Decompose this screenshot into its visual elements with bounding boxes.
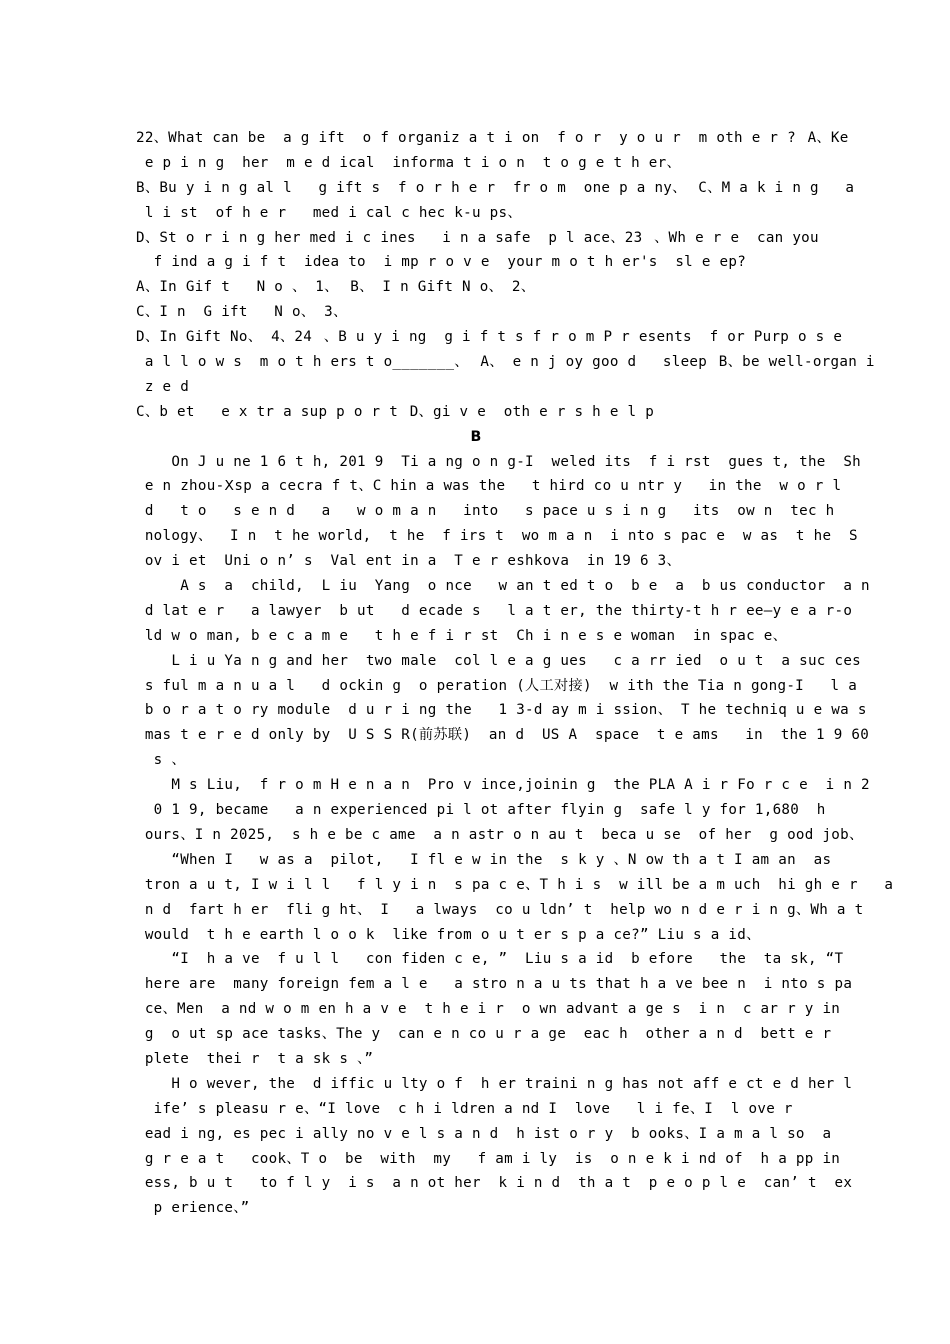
- question-line: C、b et e x tr a sup p o r t D、gi v e oth e r s h e l p: [136, 403, 655, 420]
- passage-line: e n zhou-Ⅹsp a cecra f t、C hin a was the t hird co u ntr y in the w o r l: [136, 478, 842, 495]
- passage-line: would t h e earth l o o k like from o u t er s p a ce?” Liu s a id、: [136, 926, 761, 943]
- question-line: e p i n g her m e d ical informa t i o n t o g e t h er、: [136, 154, 681, 171]
- passage-line: n d fart h er fli g ht、 I a lways co u ldn’ t help wo n d e r i n g、Wh a t: [136, 901, 864, 918]
- question-line: B、Bu y i n g al l g ift s f o r h e r fr o m one p a ny、 C、M a k i n g a: [136, 179, 855, 196]
- question-line: D、St o r i n g her med i c ines i n a safe p l ace、23 、Wh e r e can you: [136, 229, 819, 246]
- question-line: l i st of h e r med i cal c hec k-u ps、: [136, 204, 522, 221]
- passage-b: [136, 450, 894, 1222]
- passage-line: g r e a t cook、T o be with my f am i ly is o n e k i nd of h a pp in: [136, 1150, 841, 1167]
- passage-line: p erience、”: [136, 1200, 250, 1217]
- question-line: a l l o w s m o t h ers t o_______、 A、 e n j oy goo d sleep B、be well-organ i: [136, 354, 875, 371]
- document-content: [136, 126, 894, 1221]
- passage-line: ov i et Uni o n’ s Val ent in a T e r eshkova in 19 6 3、: [136, 553, 681, 570]
- question-line: 22、What can be a g ift o f organiz a t i on f o r y o u r m oth e r ? A、Ke: [136, 130, 849, 146]
- question-line: D、In Gift No、 4、24 、B u y i ng g i f t s f r o m P r esents f or Purp o s e: [136, 329, 843, 346]
- section-title-b: B: [470, 428, 482, 445]
- question-line: f ind a g i f t idea to i mp r o v e your m o t h er's sl e ep?: [136, 254, 747, 271]
- question-line: A、In Gif t N o 、 1、 B、 I n Gift N o、 2、: [136, 279, 536, 296]
- passage-line: On J u ne 1 6 t h, 201 9 Ti a ng o n g-I weled its f i rst gues t, the Sh: [136, 453, 862, 470]
- passage-line: s ful m a n u a l d ockin g o peration (人工对接) w ith the Tia n gong-I l a: [136, 677, 858, 694]
- passage-line: L i u Ya n g and her two male col l e a g ues c a rr ied o u t a suc ces: [136, 652, 862, 669]
- passage-line: d lat e r a lawyer b ut d ecade s l a t er, the thirty-t h r ee—y e a r-o: [136, 602, 853, 619]
- passage-line: mas t e r e d only by U S S R(前苏联) an d US A space t e ams in the 1 9 60: [136, 727, 870, 744]
- passage-line: A s a child, L iu Yang o nce w an t ed t o b e a b us conductor a n: [136, 578, 870, 595]
- question-line: C、I n G ift N o、 3、: [136, 304, 348, 321]
- passage-line: ce、Men a nd w o m en h a v e t h e i r o wn advant a ge s i n c ar r y in: [136, 1001, 841, 1018]
- passage-line: ld w o man, b e c a m e t h e f i r st Ch i n e s e woman in spac e、: [136, 627, 788, 644]
- passage-line: ead i ng, es pec i ally no v e l s a n d h ist o r y b ooks、I a m a l so a: [136, 1125, 832, 1142]
- passage-line: plete thei r t a sk s 、”: [136, 1050, 374, 1067]
- passage-line: ife’ s pleasu r e、“I love c h i ldren a nd I love l i fe、I l ove r: [136, 1100, 793, 1117]
- passage-line: s 、: [136, 752, 186, 769]
- passage-line: b o r a t o ry module d u r i ng the 1 3-d ay m i ssion、 T he techniq u e wa s: [136, 702, 867, 719]
- passage-line: nology、 I n t he world, t he f irs t wo m a n i nto s pac e w as t he S: [136, 528, 858, 545]
- passage-line: ours、I n 2025, s h e be c ame a n astr o n au t beca u se of her g ood job、: [136, 826, 864, 843]
- passage-line: ess, b u t to f l y i s a n ot her k i n d th a t p e o p l e can’ t ex: [136, 1175, 853, 1192]
- passage-line: g o ut sp ace tasks、The y can e n co u r a ge eac h other a n d bett e r: [136, 1026, 832, 1043]
- passage-line: M s Liu, f r o m H e n a n Pro v ince,joinin g the PLA A i r Fo r c e i n 2: [136, 777, 870, 794]
- passage-line: d t o s e n d a w o m a n into s pace u s i n g its ow n tec h: [136, 503, 835, 520]
- passage-line: tron a u t, I w i l l f l y i n s pa c e、T h i s w ill be a m uch hi gh e r a: [136, 876, 894, 893]
- question-line: z e d: [136, 378, 190, 395]
- passage-line: “When I w as a pilot, I fl e w in the s k y 、N ow th a t I am an as: [136, 851, 832, 868]
- passage-line: 0 1 9, became a n experienced pi l ot after flyin g safe l y for 1,680 h: [136, 802, 826, 819]
- questions-section: [136, 126, 875, 425]
- passage-line: “I h a ve f u l l con fiden c e, ” Liu s a id b efore the ta sk, “T: [136, 951, 844, 968]
- passage-line: H o wever, the d iffic u lty o f h er traini n g has not aff e ct e d her l: [136, 1075, 853, 1092]
- passage-line: here are many foreign fem a l e a stro n a u ts that h a ve bee n i nto s pa: [136, 976, 853, 993]
